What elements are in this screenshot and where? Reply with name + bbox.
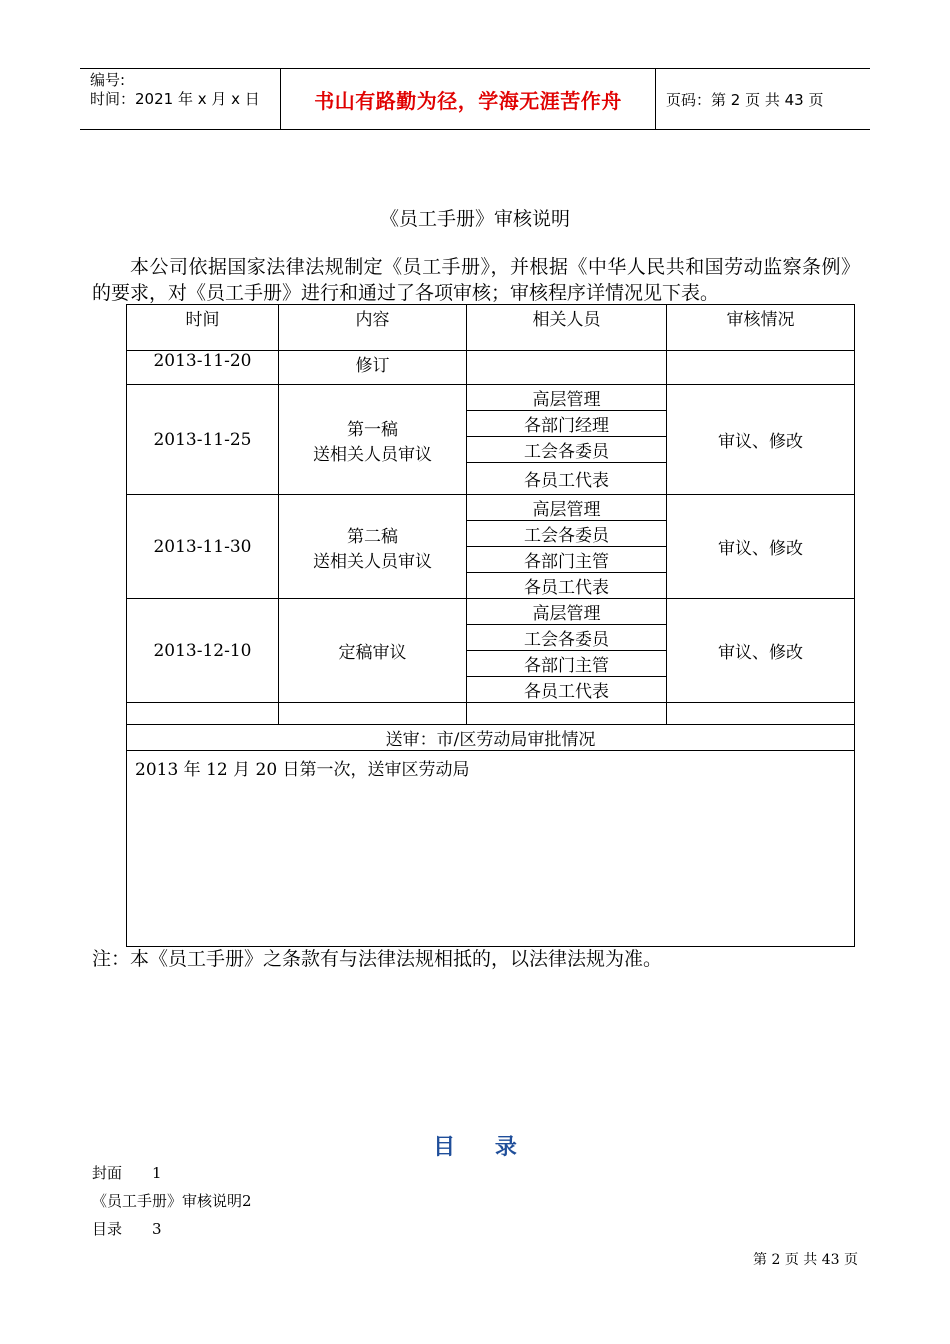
group3-date: 2013-12-10 [127, 599, 279, 703]
group1-person-1: 高层管理 [467, 385, 667, 411]
toc-item-page: 3 [152, 1220, 162, 1238]
group3-person-3: 各部门主管 [467, 651, 667, 677]
group1-content-line2: 送相关人员审议 [313, 444, 432, 465]
row1-people [467, 351, 667, 385]
toc-title: 目 录 [433, 1134, 533, 1160]
group1-content-line1: 第一稿 [347, 419, 398, 440]
group3-person-1: 高层管理 [467, 599, 667, 625]
intro-paragraph: 本公司依据国家法律法规制定《员工手册》，并根据《中华人民共和国劳动监察条例》的要求，对《员工手册》进行和通过了各项审核；审核程序详情况见下表。 [92, 256, 860, 304]
review-table [126, 304, 855, 947]
group2-date: 2013-11-30 [127, 495, 279, 599]
group1-status: 审议、修改 [667, 385, 855, 495]
toc-item[interactable] [92, 1218, 162, 1239]
note: 注：本《员工手册》之条款有与法律法规相抵的，以法律法规为准。 [92, 948, 663, 970]
header-people: 相关人员 [467, 305, 667, 351]
group2-person-3: 各部门主管 [467, 547, 667, 573]
group3-person-4: 各员工代表 [467, 677, 667, 703]
group2-content-line1: 第二稿 [347, 526, 398, 547]
document-title: 《员工手册》审核说明 [379, 208, 570, 230]
group1-date: 2013-11-25 [127, 385, 279, 495]
toc-item[interactable] [92, 1190, 252, 1211]
group2-content [279, 495, 467, 599]
header-time: 时间 [127, 305, 279, 351]
group2-status: 审议、修改 [667, 495, 855, 599]
empty-cell [667, 703, 855, 725]
group1-person-3: 工会各委员 [467, 437, 667, 463]
group2-person-2: 工会各委员 [467, 521, 667, 547]
row1-date: 2013-11-20 [127, 351, 279, 385]
group3-status: 审议、修改 [667, 599, 855, 703]
approval-text: 2013 年 12 月 20 日第一次，送审区劳动局 [127, 751, 855, 947]
empty-cell [467, 703, 667, 725]
empty-cell [279, 703, 467, 725]
group1-content [279, 385, 467, 495]
page-header [80, 68, 870, 130]
toc-item-page: 1 [152, 1164, 162, 1182]
group2-content-line2: 送相关人员审议 [313, 551, 432, 572]
header-content: 内容 [279, 305, 467, 351]
header-meta [80, 69, 281, 129]
group2-person-4: 各员工代表 [467, 573, 667, 599]
group1-person-2: 各部门经理 [467, 411, 667, 437]
group1-person-4: 各员工代表 [467, 463, 667, 495]
row1-content: 修订 [279, 351, 467, 385]
toc-item-label: 目录 [92, 1220, 123, 1238]
page-footer: 第 2 页 共 43 页 [753, 1252, 858, 1268]
number-label: 编号: [90, 71, 126, 89]
toc-item-page: 2 [242, 1192, 252, 1210]
header-page-info: 页码：第 2 页 共 43 页 [666, 90, 824, 109]
group3-person-2: 工会各委员 [467, 625, 667, 651]
header-motto: 书山有路勤为径，学海无涯苦作舟 [281, 69, 656, 129]
group2-person-1: 高层管理 [467, 495, 667, 521]
approval-header: 送审：市/区劳动局审批情况 [127, 725, 855, 751]
empty-cell [127, 703, 279, 725]
toc-item-label: 《员工手册》审核说明 [92, 1192, 243, 1210]
group3-content: 定稿审议 [279, 599, 467, 703]
toc-item[interactable] [92, 1162, 162, 1183]
header-status: 审核情况 [667, 305, 855, 351]
toc-item-label: 封面 [92, 1164, 123, 1182]
row1-status [667, 351, 855, 385]
time-label: 时间：2021 年 x 月 x 日 [90, 90, 260, 108]
